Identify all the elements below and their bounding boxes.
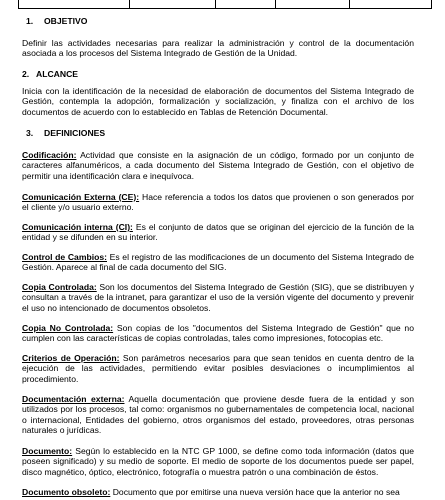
definition-item: Copia Controlada: Son los documentos del Sistema Integrado de Gestión (SIG), que se distribuyen y consultan a través de la intranet, para garantizar el uso de la versión vigente del documento y prevenir el uso no intencionado de documentos obsoletos. (22, 282, 414, 313)
definition-item: Documento: Según lo establecido en la NTC GP 1000, se define como toda información (datos que poseen significado) y su medio de soporte. El medio de soporte de los documentos puede ser papel, disco magnético, óptico, electrónico, fotografía o muestra patrón o una combinación de éstos. (22, 446, 414, 477)
table-cell-divider (215, 0, 216, 8)
definition-item: Codificación: Actividad que consiste en la asignación de un código, formado por un conjunto de caracteres alfanuméricos, a cada documento del Sistema Integrado de Gestión, con el objetivo de permitir una identificación clara e inequívoca. (22, 150, 414, 181)
definition-item: Documento obsoleto: Documento que por emitirse una nueva versión hace que la anterior no sea (22, 487, 400, 497)
definition-item: Comunicación interna (CI): Es el conjunto de datos que se originan del ejercicio de la función de la entidad y se difunden en su interior. (22, 222, 414, 243)
definition-item: Copia No Controlada: Son copias de los "documentos del Sistema Integrado de Gestión" que no cumplen con las características de copias controladas, tales como impresiones, fotocopias etc. (22, 323, 414, 344)
definition-item: Documentación externa: Aquella documentación que proviene desde fuera de la entidad y son utilizados por los procesos, tal como: organismos no gubernamentales de competencia local, nacional o internacional, Entidades del gobierno, otros organismos del estado, proveedores, otras personas naturales o jurídicas. (22, 394, 414, 436)
section-heading-alcance: 2. ALCANCE (22, 69, 79, 79)
definition-item: Comunicación Externa (CE): Hace referencia a todos los datos que provienen o son generados por el cliente y/o usuario externo. (22, 192, 414, 213)
definition-item: Control de Cambios: Es el registro de las modificaciones de un documento del Sistema Integrado de Gestión. Aparece al final de cada documento del SIG. (22, 252, 414, 273)
table-cell-divider (275, 0, 276, 8)
section-heading-objetivo: 1. OBJETIVO (26, 16, 88, 26)
alcance-text: Inicia con la identificación de la necesidad de elaboración de documentos del Sistema Integrado de Gestión, contempla la adopción, formalización y socialización, y finaliza con el archivo de los documentos de acuerdo con lo establecido en Tablas de Retención Documental. (22, 86, 414, 117)
objetivo-text: Definir las actividades necesarias para realizar la administración y control de la documentación asociada a los procesos del Sistema Integrado de Gestión de la Unidad. (22, 38, 414, 59)
section-heading-definiciones: 3. DEFINICIONES (26, 128, 106, 138)
table-cell-divider (129, 0, 130, 8)
definition-item: Criterios de Operación: Son parámetros necesarios para que sean tenidos en cuenta dentro de la ejecución de las actividades, permitiendo evitar posibles desviaciones o incumplimientos al procedimiento. (22, 353, 414, 384)
header-table-fragment (18, 0, 432, 9)
table-cell-divider (349, 0, 350, 8)
